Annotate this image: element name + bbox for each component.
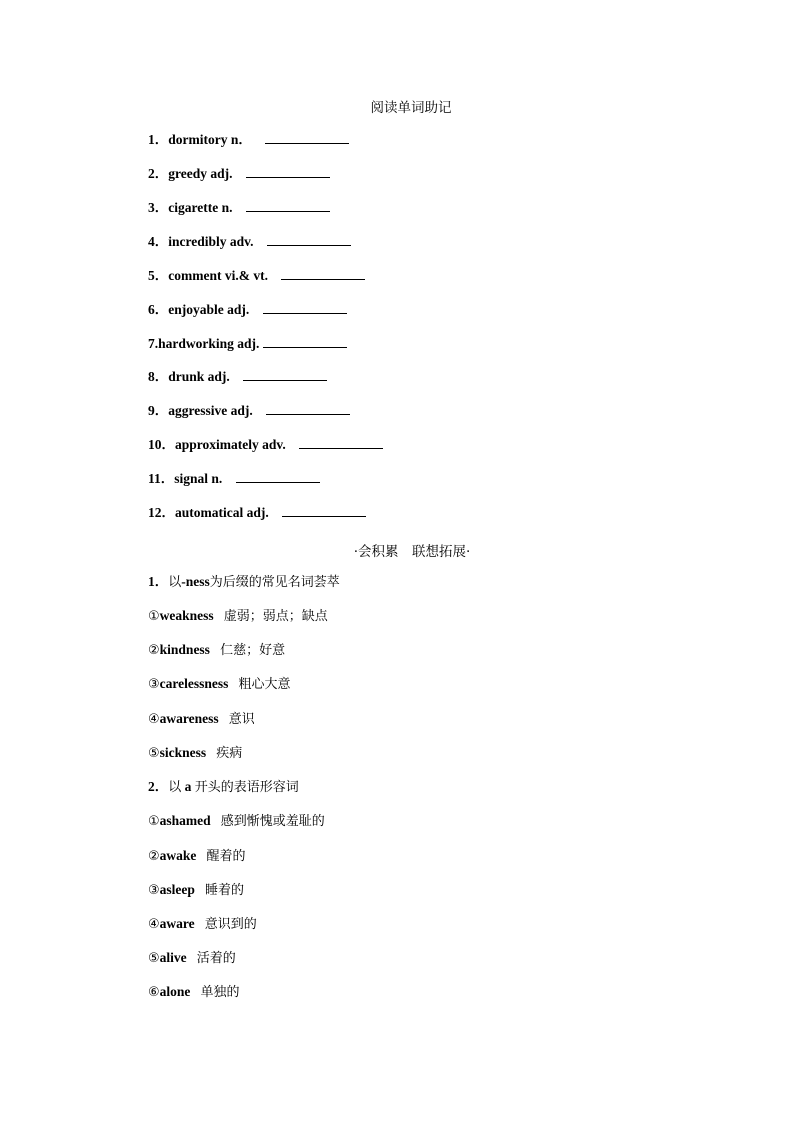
vocab-number: 5． (148, 268, 169, 283)
vocab-item (148, 199, 330, 217)
vocab-number: 8． (148, 369, 169, 384)
group-title (148, 573, 340, 592)
item-word: awareness (159, 711, 219, 726)
answer-blank[interactable] (263, 335, 347, 348)
item-word: ashamed (159, 813, 211, 828)
answer-blank[interactable] (246, 165, 330, 178)
item-word: carelessness (159, 676, 229, 691)
vocab-item (148, 165, 330, 183)
group-number: 2． (148, 779, 169, 794)
vocab-item (148, 301, 347, 319)
item-marker: ⑤ (148, 951, 160, 966)
vocab-item (148, 470, 320, 488)
item-meaning: 感到惭愧或羞耻的 (220, 814, 325, 829)
vocab-word: signal n. (174, 471, 223, 486)
vocab-number: 1． (148, 132, 169, 147)
vocab-item (148, 131, 349, 149)
answer-blank[interactable] (236, 470, 320, 483)
vocab-item (148, 402, 350, 420)
item-meaning: 醒着的 (206, 849, 246, 864)
group-title-en: a (184, 779, 192, 794)
vocab-number: 9． (148, 403, 169, 418)
item-meaning: 单独的 (200, 985, 240, 1000)
vocab-number: 4． (148, 234, 169, 249)
vocab-number: 11． (148, 471, 175, 486)
answer-blank[interactable] (246, 199, 330, 212)
vocab-word: approximately adv. (175, 437, 286, 452)
item-word: awake (159, 848, 197, 863)
answer-blank[interactable] (243, 368, 327, 381)
group-title (148, 778, 299, 797)
vocab-word: drunk adj. (168, 369, 230, 384)
answer-blank[interactable] (281, 267, 365, 280)
item-marker: ③ (148, 883, 160, 898)
vocab-item (148, 436, 383, 454)
vocab-number: 2． (148, 166, 169, 181)
item-meaning: 睡着的 (205, 883, 245, 898)
answer-blank[interactable] (267, 233, 351, 246)
vocab-number: 6． (148, 302, 169, 317)
vocab-word: greedy adj. (168, 166, 233, 181)
vocab-word: hardworking adj. (158, 336, 260, 351)
item-marker: ① (148, 814, 160, 829)
list-item (148, 744, 242, 763)
item-meaning: 仁慈；好意 (220, 643, 286, 658)
answer-blank[interactable] (266, 402, 350, 415)
list-item (148, 710, 255, 729)
item-word: alive (159, 950, 187, 965)
item-word: aware (159, 916, 195, 931)
group-number: 1． (148, 574, 169, 589)
vocab-number: 3． (148, 200, 169, 215)
item-word: weakness (159, 608, 214, 623)
item-marker: ② (148, 849, 160, 864)
vocab-number: 7. (148, 336, 159, 351)
answer-blank[interactable] (282, 504, 366, 517)
vocab-item (148, 335, 347, 353)
section-heading: ·会积累 联想拓展· (353, 544, 471, 560)
vocab-word: comment vi.& vt. (168, 268, 268, 283)
group-title-en: -ness (181, 574, 210, 589)
group-title-pre: 以 (168, 780, 182, 795)
vocab-number: 10． (148, 437, 175, 452)
item-meaning: 疾病 (216, 746, 243, 761)
vocab-item (148, 233, 351, 251)
answer-blank[interactable] (299, 436, 383, 449)
list-item (148, 881, 244, 900)
page-title: 阅读单词助记 (370, 100, 452, 116)
item-meaning: 意识 (228, 712, 255, 727)
list-item (148, 847, 246, 866)
vocab-item (148, 368, 327, 386)
vocab-word: aggressive adj. (168, 403, 253, 418)
group-title-pre: 以 (168, 575, 182, 590)
item-meaning: 粗心大意 (238, 677, 291, 692)
item-word: kindness (159, 642, 210, 657)
item-marker: ③ (148, 677, 160, 692)
item-marker: ⑤ (148, 746, 160, 761)
vocab-word: cigarette n. (168, 200, 233, 215)
item-meaning: 虚弱；弱点；缺点 (223, 609, 328, 624)
item-meaning: 意识到的 (204, 917, 257, 932)
item-marker: ② (148, 643, 160, 658)
group-title-post: 开头的表语形容词 (194, 780, 299, 795)
list-item (148, 675, 291, 694)
answer-blank[interactable] (265, 131, 349, 144)
list-item (148, 915, 257, 934)
list-item (148, 949, 236, 968)
list-item (148, 983, 240, 1002)
vocab-word: dormitory n． (168, 132, 252, 147)
vocab-item (148, 504, 366, 522)
vocab-word: enjoyable adj. (168, 302, 250, 317)
item-marker: ⑥ (148, 985, 160, 1000)
item-marker: ① (148, 609, 160, 624)
vocab-item (148, 267, 365, 285)
list-item (148, 607, 328, 626)
group-title-post: 为后缀的常见名词荟萃 (209, 575, 340, 590)
item-meaning: 活着的 (196, 951, 236, 966)
vocab-number: 12． (148, 505, 175, 520)
vocab-word: incredibly adv. (168, 234, 254, 249)
item-word: sickness (159, 745, 207, 760)
item-marker: ④ (148, 917, 160, 932)
list-item (148, 641, 285, 660)
item-word: alone (159, 984, 191, 999)
list-item (148, 812, 325, 831)
item-word: asleep (159, 882, 195, 897)
vocab-word: automatical adj. (175, 505, 269, 520)
item-marker: ④ (148, 712, 160, 727)
answer-blank[interactable] (263, 301, 347, 314)
